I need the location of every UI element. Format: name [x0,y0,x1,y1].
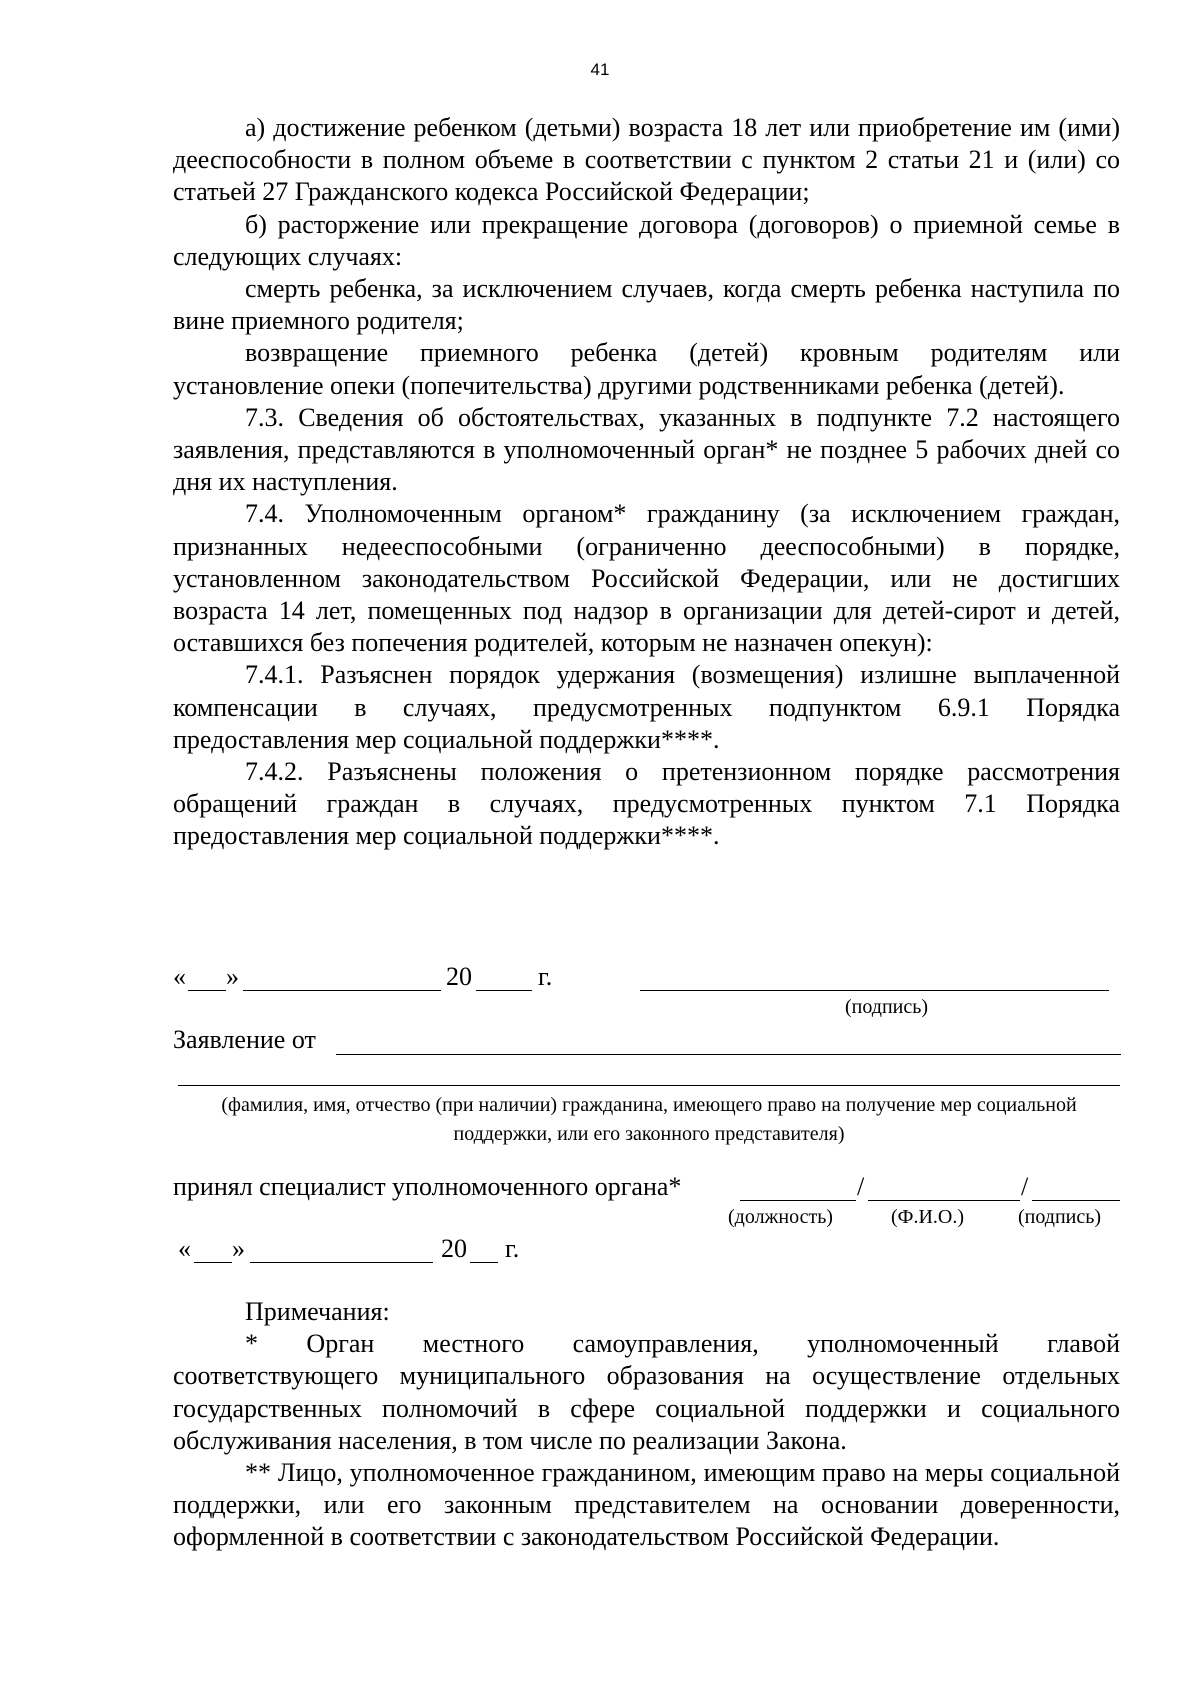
date-open-quote: « [173,962,186,991]
slash-1: / [857,1172,865,1201]
paragraph-7-3: 7.3. Сведения об обстоятельствах, указанных в подпункте 7.2 настоящего заявления, представляются в уполномоченный орган* не позднее 5 рабочих дней со дня их наступления. [173,402,1120,497]
slash-2: / [1021,1172,1029,1201]
paragraph-7-4-2: 7.4.2. Разъяснены положения о претензионном порядке рассмотрения обращений граждан в случаях, предусмотренных пунктом 7.1 Порядка предоставления мер социальной поддержки****. [173,757,1120,851]
day2-field-line[interactable] [194,1262,232,1263]
signature-field-line[interactable] [640,990,1109,991]
fio-caption: (Ф.И.О.) [891,1206,965,1228]
year2-field-line[interactable] [470,1262,498,1263]
notes-section [173,1296,1120,1554]
position-caption: (должность) [728,1206,833,1228]
signature-caption-2: (подпись) [1018,1206,1102,1228]
notes-title: Примечания: [245,1297,390,1326]
position-field-line[interactable] [740,1200,856,1201]
date2-close-quote: » [232,1234,245,1263]
year-suffix: г. [538,962,553,991]
applicant-caption: (фамилия, имя, отчество (при наличии) гражданина, имеющего право на получение мер социальной поддержки, или его законного представителя) [221,1094,1077,1145]
fio-field-line[interactable] [868,1200,1020,1201]
applicant-name-line-2[interactable] [178,1085,1120,1086]
year-prefix: 20 [446,962,472,991]
note-2: ** Лицо, уполномоченное гражданином, имеющим право на меры социальной поддержки, или его законным представителем на основании доверенности, оформленной в соответствии с законодательством Российской Федерации. [173,1458,1120,1552]
applicant-name-line[interactable] [336,1054,1121,1055]
month-field-line[interactable] [243,990,441,991]
date-close-quote: » [226,962,239,991]
note-1: * Орган местного самоуправления, уполномоченный главой соответствующего муниципального образования на осуществление отдельных государственных полномочий в сфере социальной поддержки и социального обслуживания населения, в том числе по реализации Закона. [173,1329,1120,1455]
paragraph-7-4-1: 7.4.1. Разъяснен порядок удержания (возмещения) излишне выплаченной компенсации в случаях, предусмотренных подпунктом 6.9.1 Порядка предоставления мер социальной поддержки****. [173,660,1120,754]
year2-prefix: 20 [441,1234,467,1263]
signature-field-line-2[interactable] [1032,1200,1120,1201]
page-number: 41 [590,60,610,79]
paragraph-7-2-b: б) расторжение или прекращение договора (договоров) о приемной семье в следующих случаях: [173,209,1120,271]
paragraph-return-case: возвращение приемного ребенка (детей) кровным родителям или установление опеки (попечительства) другими родственниками ребенка (детей). [173,338,1120,400]
paragraph-7-4: 7.4. Уполномоченным органом* гражданину (за исключением граждан, признанных недееспособными (ограниченно дееспособными) в порядке, установленном законодательством Российской Федерации, или не достигших возраста 14 лет, помещенных под надзор в организации для детей-сирот и детей, оставшихся без попечения родителей, которым не назначен опекун): [173,499,1120,658]
document-body [173,112,1120,853]
year-field-line[interactable] [476,990,532,991]
day-field-line[interactable] [188,990,226,991]
statement-from-label: Заявление от [173,1025,316,1054]
year2-suffix: г. [505,1234,520,1263]
month2-field-line[interactable] [250,1262,433,1263]
accepted-label: принял специалист уполномоченного органа* [173,1172,682,1201]
signature-caption: (подпись) [845,996,929,1018]
date2-open-quote: « [178,1234,191,1263]
paragraph-death-case: смерть ребенка, за исключением случаев, когда смерть ребенка наступила по вине приемного родителя; [173,274,1120,336]
paragraph-7-2-a: а) достижение ребенком (детьми) возраста 18 лет или приобретение им (ими) дееспособности в полном объеме в соответствии с пунктом 2 статьи 21 и (или) со статьей 27 Гражданского кодекса Российской Федерации; [173,113,1120,207]
